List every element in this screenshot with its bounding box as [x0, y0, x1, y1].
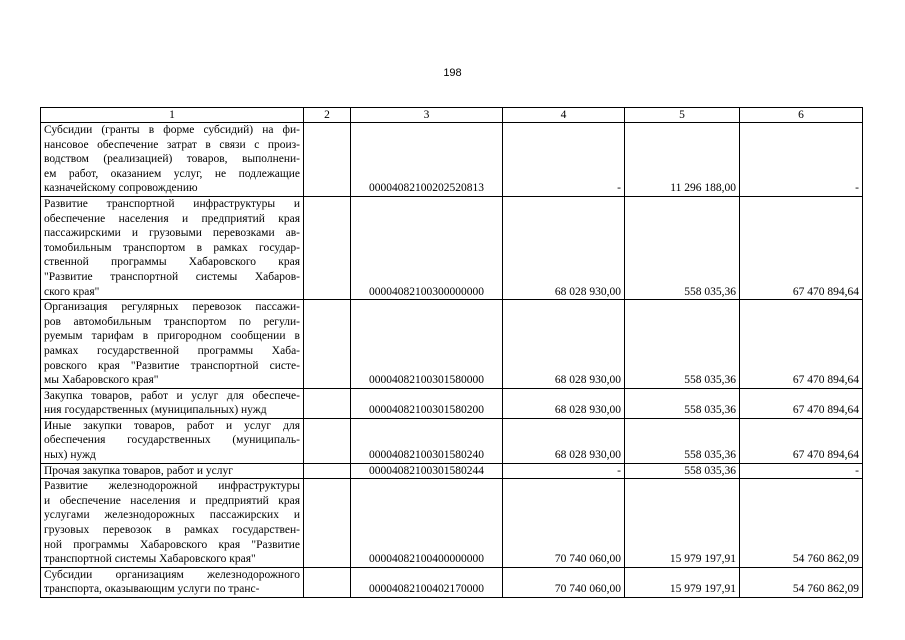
header-col-1: 1 — [41, 108, 304, 123]
header-col-5: 5 — [625, 108, 740, 123]
row-col6-cell: 54 760 862,09 — [740, 479, 863, 568]
table-row — [41, 479, 863, 568]
table-row — [41, 196, 863, 299]
header-col-3: 3 — [351, 108, 503, 123]
page-number: 198 — [443, 67, 462, 79]
row-col5-cell: 558 035,36 — [625, 418, 740, 463]
row-name-line: Закупка товаров, работ и услуг для обеспече- — [44, 389, 300, 402]
row-name-line: нансовое обеспечение затрат в связи с произ- — [44, 138, 300, 151]
row-code-cell: 00004082100202520813 — [351, 123, 503, 197]
row-name-line: рамках государственной программы Хаба- — [44, 344, 300, 357]
row-name-line: транспортной системы Хабаровского края" — [44, 553, 256, 566]
row-col5-cell: 558 035,36 — [625, 196, 740, 299]
row-name-line: обеспечения государственных (муниципаль- — [44, 434, 300, 447]
row-col2-cell — [304, 123, 351, 197]
row-col2-cell — [304, 463, 351, 479]
row-col4-cell: - — [503, 123, 625, 197]
row-col5-cell: 15 979 197,91 — [625, 567, 740, 597]
header-row — [41, 108, 863, 123]
row-col5-cell: 558 035,36 — [625, 300, 740, 389]
row-col4-cell: 70 740 060,00 — [503, 567, 625, 597]
row-code-cell: 00004082100301580244 — [351, 463, 503, 479]
row-name-cell — [41, 418, 304, 463]
row-name-cell — [41, 479, 304, 568]
row-name-line: Развитие железнодорожной инфраструктуры — [44, 480, 300, 493]
row-col4-cell: - — [503, 463, 625, 479]
row-name-line: транспорта, оказывающим услуги по транс- — [44, 583, 260, 596]
row-col5-cell: 11 296 188,00 — [625, 123, 740, 197]
row-name-line: "Развитие транспортной системы Хабаров- — [44, 270, 300, 283]
row-name-line: услугами железнодорожных пассажирских и — [44, 509, 300, 522]
row-name-line: ров автомобильным транспортом по регули- — [44, 315, 300, 328]
row-name-line: ных) нужд — [44, 449, 96, 462]
table-row — [41, 388, 863, 418]
row-col6-cell: - — [740, 123, 863, 197]
table-row — [41, 123, 863, 197]
row-name-cell — [41, 463, 304, 479]
row-name-line: и обеспечение населения и предприятий края — [44, 494, 300, 507]
row-col4-cell: 68 028 930,00 — [503, 388, 625, 418]
row-col4-cell: 68 028 930,00 — [503, 196, 625, 299]
row-col2-cell — [304, 388, 351, 418]
row-name-line: Развитие транспортной инфраструктуры и — [44, 197, 300, 210]
row-name-cell — [41, 196, 304, 299]
row-code-cell: 00004082100301580000 — [351, 300, 503, 389]
row-code-cell: 00004082100402170000 — [351, 567, 503, 597]
row-col4-cell: 68 028 930,00 — [503, 300, 625, 389]
row-col2-cell — [304, 196, 351, 299]
row-col2-cell — [304, 418, 351, 463]
row-name-line: Прочая закупка товаров, работ и услуг — [44, 464, 233, 477]
row-code-cell: 00004082100301580200 — [351, 388, 503, 418]
row-name-cell — [41, 388, 304, 418]
row-code-cell: 00004082100400000000 — [351, 479, 503, 568]
row-name-line: водством (реализацией) товаров, выполнени- — [44, 153, 300, 166]
row-col5-cell: 558 035,36 — [625, 463, 740, 479]
header-col-2: 2 — [304, 108, 351, 123]
row-col2-cell — [304, 479, 351, 568]
row-name-line: грузовых перевозок в рамках государствен- — [44, 524, 300, 537]
row-col6-cell: - — [740, 463, 863, 479]
row-name-line: пассажирскими и грузовыми перевозками ав- — [44, 227, 300, 240]
row-name-cell — [41, 300, 304, 389]
row-name-line: Субсидии организациям железнодорожного — [44, 568, 300, 581]
row-col2-cell — [304, 567, 351, 597]
row-code-cell: 00004082100300000000 — [351, 196, 503, 299]
budget-table — [40, 107, 863, 598]
row-col2-cell — [304, 300, 351, 389]
row-col5-cell: 15 979 197,91 — [625, 479, 740, 568]
table-row — [41, 567, 863, 597]
row-col6-cell: 67 470 894,64 — [740, 196, 863, 299]
row-name-line: Иные закупки товаров, работ и услуг для — [44, 419, 300, 432]
row-name-line: руемым тарифам в пригородном сообщении в — [44, 330, 300, 343]
row-col5-cell: 558 035,36 — [625, 388, 740, 418]
header-col-4: 4 — [503, 108, 625, 123]
row-col4-cell: 68 028 930,00 — [503, 418, 625, 463]
row-name-line: ского края" — [44, 285, 100, 298]
row-name-line: Организация регулярных перевозок пассажи- — [44, 301, 300, 314]
row-col6-cell: 67 470 894,64 — [740, 300, 863, 389]
row-name-line: казначейскому сопровождению — [44, 182, 198, 195]
row-name-line: обеспечение населения и предприятий края — [44, 212, 300, 225]
row-col6-cell: 67 470 894,64 — [740, 418, 863, 463]
row-name-line: мы Хабаровского края" — [44, 374, 159, 387]
row-name-line: ния государственных (муниципальных) нужд — [44, 404, 267, 417]
row-name-line: ровского края "Развитие транспортной систе- — [44, 359, 300, 372]
row-name-line: ственной программы Хабаровского края — [44, 256, 300, 269]
header-col-6: 6 — [740, 108, 863, 123]
row-name-line: ной программы Хабаровского края "Развитие — [44, 538, 300, 551]
row-col4-cell: 70 740 060,00 — [503, 479, 625, 568]
row-name-cell — [41, 123, 304, 197]
table-row — [41, 463, 863, 479]
row-code-cell: 00004082100301580240 — [351, 418, 503, 463]
row-col6-cell: 67 470 894,64 — [740, 388, 863, 418]
row-col6-cell: 54 760 862,09 — [740, 567, 863, 597]
row-name-line: томобильным транспортом в рамках государ- — [44, 241, 300, 254]
row-name-line: ем работ, оказанием услуг, не подлежащие — [44, 167, 300, 180]
row-name-cell — [41, 567, 304, 597]
table-row — [41, 418, 863, 463]
table-row — [41, 300, 863, 389]
row-name-line: Субсидии (гранты в форме субсидий) на фи- — [44, 124, 300, 136]
